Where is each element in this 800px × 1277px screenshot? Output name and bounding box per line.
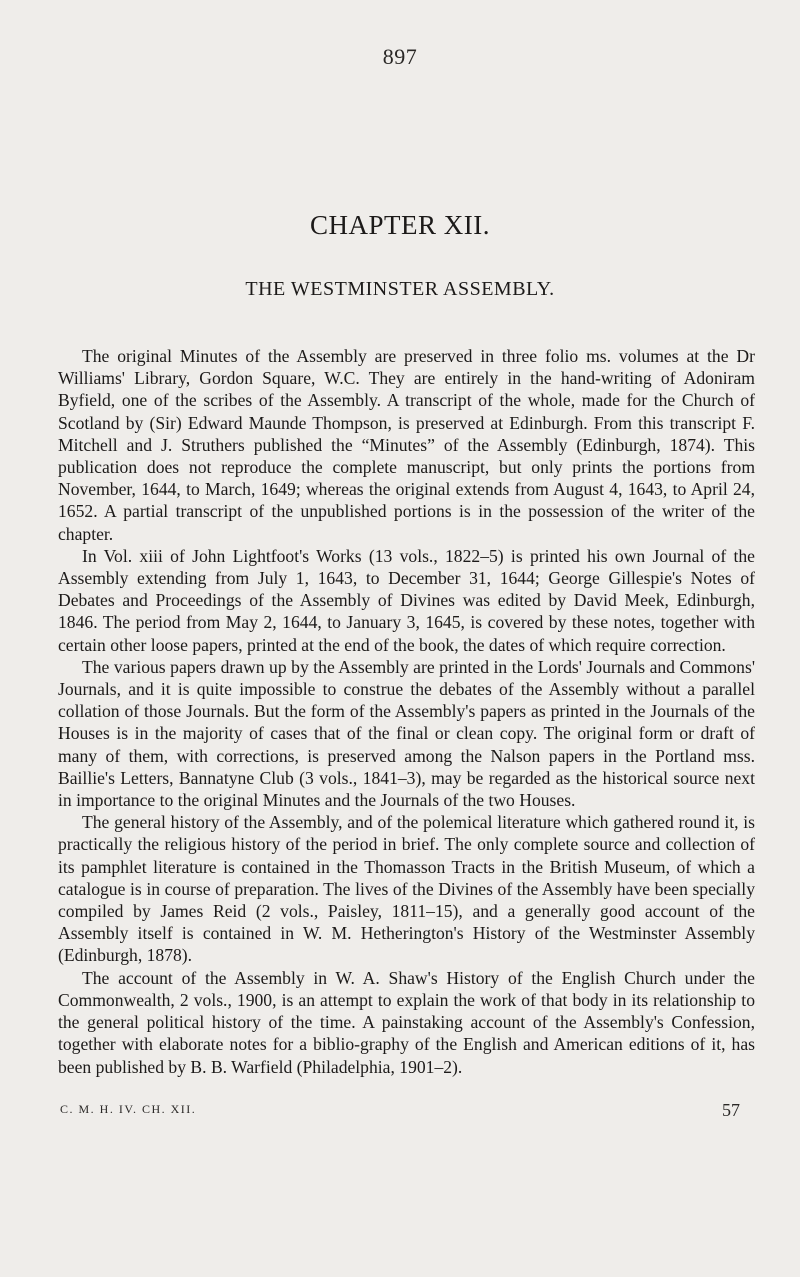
paragraph-original-minutes: The original Minutes of the Assembly are preserved in three folio ms. volumes at the Dr Williams' Library, Gordon Square, W.C. They are entirely in the hand-writing of Adoniram Byfield, one of the scribes of the Assembly. A transcript of the whole, made for the Church of Scotland by (Sir) Edward Maunde Thompson, is preserved at Edinburgh. From this transcript F. Mitchell and J. Struthers published the “Minutes” of the Assembly (Edinburgh, 1874). This publication does not reproduce the complete manuscript, but only prints the portions from November, 1644, to March, 1649; whereas the original extends from August 4, 1643, to April 24, 1652. A partial transcript of the unpublished portions is in the possession of the writer of the chapter. <box>58 346 755 544</box>
paragraph-lightfoot-journal: In Vol. xiii of John Lightfoot's Works (13 vols., 1822–5) is printed his own Journal of the Assembly extending from July 1, 1643, to December 31, 1644; George Gillespie's Notes of Debates and Proceedings of the Assembly of Divines was edited by David Meek, Edinburgh, 1846. The period from May 2, 1644, to January 3, 1645, is covered by these notes, together with certain other loose papers, printed at the end of the book, the dates of which require correction. <box>58 545 755 655</box>
page-number: 897 <box>382 44 418 69</box>
signature-number: 57 <box>722 1100 740 1120</box>
chapter-title: CHAPTER XII. <box>310 210 490 240</box>
bibliography-body <box>58 345 755 1078</box>
section-title: THE WESTMINSTER ASSEMBLY. <box>245 278 555 300</box>
paragraph-assembly-papers: The various papers drawn up by the Assembly are printed in the Lords' Journals and Commons' Journals, and it is quite impossible to construe the debates of the Assembly without a parallel collation of those Journals. But the form of the Assembly's papers as printed in the Journals of the Houses is in the majority of cases that of the final or clean copy. The original form or draft of many of them, with corrections, is preserved among the Nalson papers in the Portland mss. Baillie's Letters, Bannatyne Club (3 vols., 1841–3), may be regarded as the historical source next in importance to the original Minutes and the Journals of the two Houses. <box>58 656 755 811</box>
paragraph-general-history: The general history of the Assembly, and of the polemical literature which gathered round it, is practically the religious history of the period in brief. The only complete source and collection of its pamphlet literature is contained in the Thomasson Tracts in the British Museum, of which a catalogue is in course of preparation. The lives of the Divines of the Assembly have been specially compiled by James Reid (2 vols., Paisley, 1811–15), and a generally good account of the Assembly itself is contained in W. M. Hetherington's History of the Westminster Assembly (Edinburgh, 1878). <box>58 812 755 966</box>
paragraph-shaw-account: The account of the Assembly in W. A. Shaw's History of the English Church under the Commonwealth, 2 vols., 1900, is an attempt to explain the work of that body in its relationship to the general political history of the time. A painstaking account of the Assembly's Confession, together with elaborate notes for a biblio-graphy of the English and American editions of it, has been published by B. B. Warfield (Philadelphia, 1901–2). <box>58 967 755 1077</box>
signature-mark: C. M. H. IV. CH. XII. <box>60 1102 197 1116</box>
